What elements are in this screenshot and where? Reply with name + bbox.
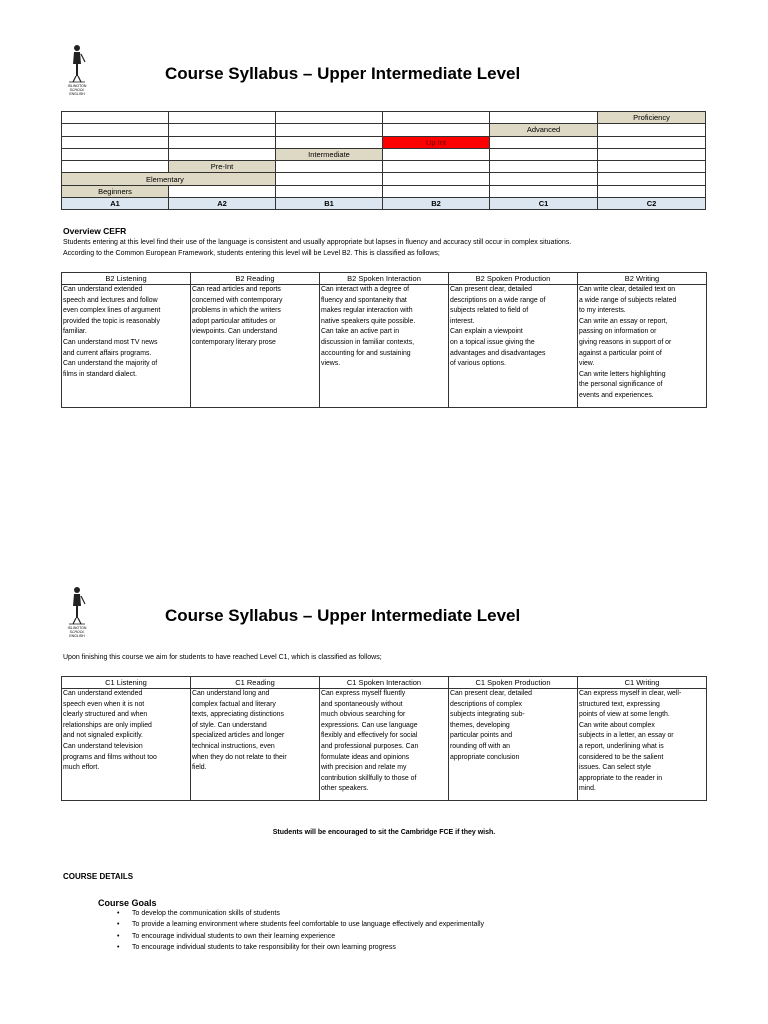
level-up-int: Up Int	[383, 136, 490, 148]
logo-text-2: SCHOOL	[69, 88, 85, 92]
b2-cell-reading: Can read articles and reports concerned with contemporary problems in which the writers adopt particular attitudes or viewpoints. Can understand contemporary literary prose	[192, 286, 283, 346]
logo-text-3: ENGLISH	[69, 634, 85, 638]
overview-line-1: Students entering at this level find their use of the language is consistent and usually appropriate but lapses in fluency and accuracy still occur in complex situations.	[63, 239, 572, 246]
b2-header-reading: B2 Reading	[191, 273, 320, 285]
school-logo-1	[66, 44, 88, 100]
level-elementary: Elementary	[62, 173, 276, 185]
course-goals-heading: Course Goals	[98, 898, 157, 908]
c1-header-spoken-production: C1 Spoken Production	[449, 677, 578, 689]
level-advanced: Advanced	[490, 124, 598, 136]
b2-cell-spoken-interaction: Can interact with a degree of fluency and spontaneity that makes regular interaction with native speakers quite possible. Can take an active part in discussion in familiar contexts, accounting for and sustaining views.	[321, 286, 416, 368]
level-proficiency: Proficiency	[598, 112, 706, 124]
b2-header-spoken-production: B2 Spoken Production	[449, 273, 578, 285]
level-pre-int: Pre-Int	[169, 161, 276, 173]
logo-text-2: SCHOOL	[69, 630, 85, 634]
course-goals-section	[98, 898, 484, 954]
axis-c1: C1	[490, 198, 598, 210]
goal-item: • To encourage individual students to take responsibility for their own learning progress	[98, 942, 484, 953]
fce-note: Students will be encouraged to sit the Cambridge FCE if they wish.	[272, 829, 496, 836]
c1-header-reading: C1 Reading	[191, 677, 320, 689]
b2-cell-writing: Can write clear, detailed text on a wide range of subjects related to my interests. Can write an essay or report, passing on information or giving reasons in support of or against a particular point of view. Can write letters highlighting the personal significance of events and experiences.	[579, 286, 677, 399]
c1-cell-listening: Can understand extended speech even when it is not clearly structured and when relationships are only implied and not signaled explicitly. Can understand television programs and films without too much effort.	[63, 690, 157, 772]
goal-item: • To develop the communication skills of students	[98, 908, 484, 919]
logo-text-3: ENGLISH	[69, 92, 85, 96]
overview-heading: Overview CEFR	[63, 226, 127, 236]
c1-intro: Upon finishing this course we aim for students to have reached Level C1, which is classified as follows;	[63, 654, 382, 661]
b2-cell-spoken-production: Can present clear, detailed descriptions on a wide range of subjects related to field of interest. Can explain a viewpoint on a topical issue giving the advantages and disadvantages of various options.	[450, 286, 546, 368]
course-goals-list	[98, 908, 484, 954]
b2-cell-listening: Can understand extended speech and lectures and follow even complex lines of argument provided the topic is reasonably familiar. Can understand most TV news and current affairs programs. Can understand the majority of films in standard dialect.	[63, 286, 161, 378]
school-logo-2	[66, 586, 88, 642]
c1-cell-writing: Can express myself in clear, well- structured text, expressing points of view at some length. Can write about complex subjects in a letter, an essay or a report, underlining what is considered to be the salient issues. Can select style appropriate to the reader in mind.	[579, 690, 682, 793]
course-details-heading: COURSE DETAILS	[63, 872, 134, 881]
axis-b1: B1	[276, 198, 383, 210]
logo-text-1: ISLINGTON	[67, 626, 87, 630]
cefr-level-chart	[61, 111, 706, 210]
axis-a2: A2	[169, 198, 276, 210]
c1-descriptor-table	[61, 676, 707, 801]
b2-descriptor-table	[61, 272, 707, 408]
c1-cell-spoken-production: Can present clear, detailed descriptions of complex subjects integrating sub- themes, developing particular points and rounding off with an appropriate conclusion	[450, 690, 532, 761]
c1-cell-reading: Can understand long and complex factual and literary texts, appreciating distinctions of style. Can understand specialized articles and longer technical instructions, even when they do not relate to their field.	[192, 690, 287, 772]
c1-header-listening: C1 Listening	[62, 677, 191, 689]
logo-text-1: ISLINGTON	[67, 84, 87, 88]
goal-item: • To encourage individual students to own their learning experience	[98, 931, 484, 942]
overview-line-2: According to the Common European Framework, students entering this level will be Level B2. This is classified as follows;	[63, 250, 440, 257]
axis-a1: A1	[62, 198, 169, 210]
goal-item: • To provide a learning environment where students feel comfortable to use language effectively and experimentally	[98, 919, 484, 930]
c1-header-writing: C1 Writing	[578, 677, 707, 689]
walking-figure-icon	[66, 586, 88, 626]
page-title-1: Course Syllabus – Upper Intermediate Level	[165, 64, 521, 83]
walking-figure-icon	[66, 44, 88, 84]
level-beginners: Beginners	[62, 185, 169, 197]
axis-b2: B2	[383, 198, 490, 210]
c1-cell-spoken-interaction: Can express myself fluently and spontaneously without much obvious searching for expressions. Can use language flexibly and effectively for social and professional purposes. Can formulate ideas and opinions with precision and relate my contribution skillfully to those of other speakers.	[321, 690, 419, 793]
b2-header-spoken-interaction: B2 Spoken Interaction	[320, 273, 449, 285]
b2-header-listening: B2 Listening	[62, 273, 191, 285]
page-title-2: Course Syllabus – Upper Intermediate Level	[165, 606, 521, 625]
c1-header-spoken-interaction: C1 Spoken Interaction	[320, 677, 449, 689]
axis-c2: C2	[598, 198, 706, 210]
b2-header-writing: B2 Writing	[578, 273, 707, 285]
level-intermediate: Intermediate	[276, 148, 383, 160]
